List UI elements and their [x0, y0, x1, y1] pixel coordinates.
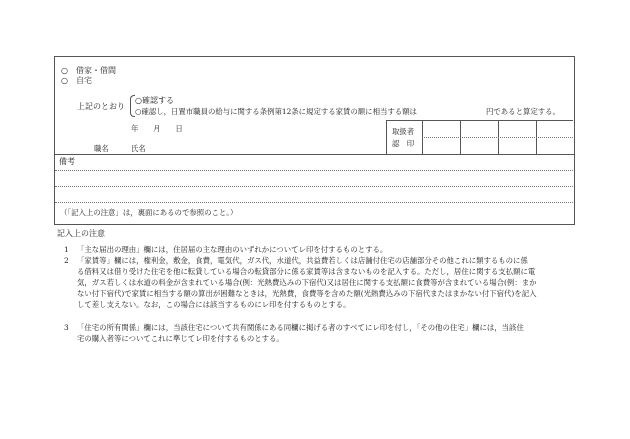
- note-number: 1: [64, 245, 69, 254]
- note-line: 「主な届出の理由」欄には，住居届の主な理由のいずれかについてレ印を付するものとする。: [77, 245, 388, 254]
- note-line: 気，ガス若しくは水道の料金が含まれている場合(例：光熱費込みの下宿代)又は居住に関する支払額に食費等が含まれている場合(例：まか: [77, 278, 537, 287]
- remarks-label: 備考: [59, 157, 75, 166]
- seal-cell[interactable]: [537, 121, 572, 153]
- amount-field[interactable]: [448, 106, 484, 117]
- handler-label-1: 取扱者: [392, 127, 415, 136]
- remarks-field[interactable]: [56, 166, 572, 206]
- note-line: ない付下宿代)で家賃に相当する額の算出が困難なときは，光熱費，食費等を含めた額(光熱費込みの下宿代またはまかない付下宿代)を記入: [77, 289, 537, 298]
- option-own[interactable]: ○ 自宅: [61, 76, 92, 85]
- remarks-top-line: [54, 154, 574, 155]
- note-line: 「家賃等」欄には，権利金，敷金，食費，電気代，ガス代，水道代，共益費若しくは店舗付住宅の店舗部分その他これに類するものに係: [77, 256, 528, 265]
- note-line: 「住宅の所有関係」欄には，当該住宅について共有関係にある同欄に掲げる者のすべてにレ印を付し，「その他の住宅」欄には，当該住: [77, 323, 524, 332]
- note-number: 2: [64, 256, 69, 265]
- confirm-detail-option[interactable]: ○確認し，日置市職員の給与に関する条例第12条に規定する家賃の額に相当する額は: [135, 107, 417, 116]
- option-rent[interactable]: ○ 借家・借間: [61, 66, 116, 75]
- seal-cell[interactable]: [499, 121, 536, 153]
- date-label: 年 月 日: [131, 124, 183, 133]
- confirm-prefix: 上記のとおり: [77, 102, 125, 111]
- note-number: 3: [64, 323, 69, 332]
- name-label: 氏名: [131, 144, 146, 153]
- note-line: 宅の購入者等についてこれに準じてレ印を付するものとする。: [77, 334, 284, 343]
- handler-label-2: 認 印: [392, 139, 415, 148]
- seal-grid-left-line: [386, 120, 387, 154]
- note-reference: （「記入上の注意」は，裏面にあるので参照のこと。）: [60, 208, 238, 217]
- seal-cell[interactable]: [461, 121, 498, 153]
- note-line: る借料又は借り受けた住宅を他に転貸している場合の転貸部分に係る家賃等は含まないものを記入する。ただし，居住に関する支払額に電: [77, 267, 536, 276]
- note-line: して差し支えない。なお，この場合には該当するものにレ印を付するものとする。: [77, 300, 351, 309]
- position-label: 職名: [94, 144, 109, 153]
- confirm-yes-option[interactable]: ○確認する: [135, 96, 174, 105]
- notes-heading: 記入上の注意: [57, 229, 105, 238]
- seal-cell[interactable]: [423, 121, 460, 153]
- confirm-suffix: 円であると算定する。: [486, 107, 560, 116]
